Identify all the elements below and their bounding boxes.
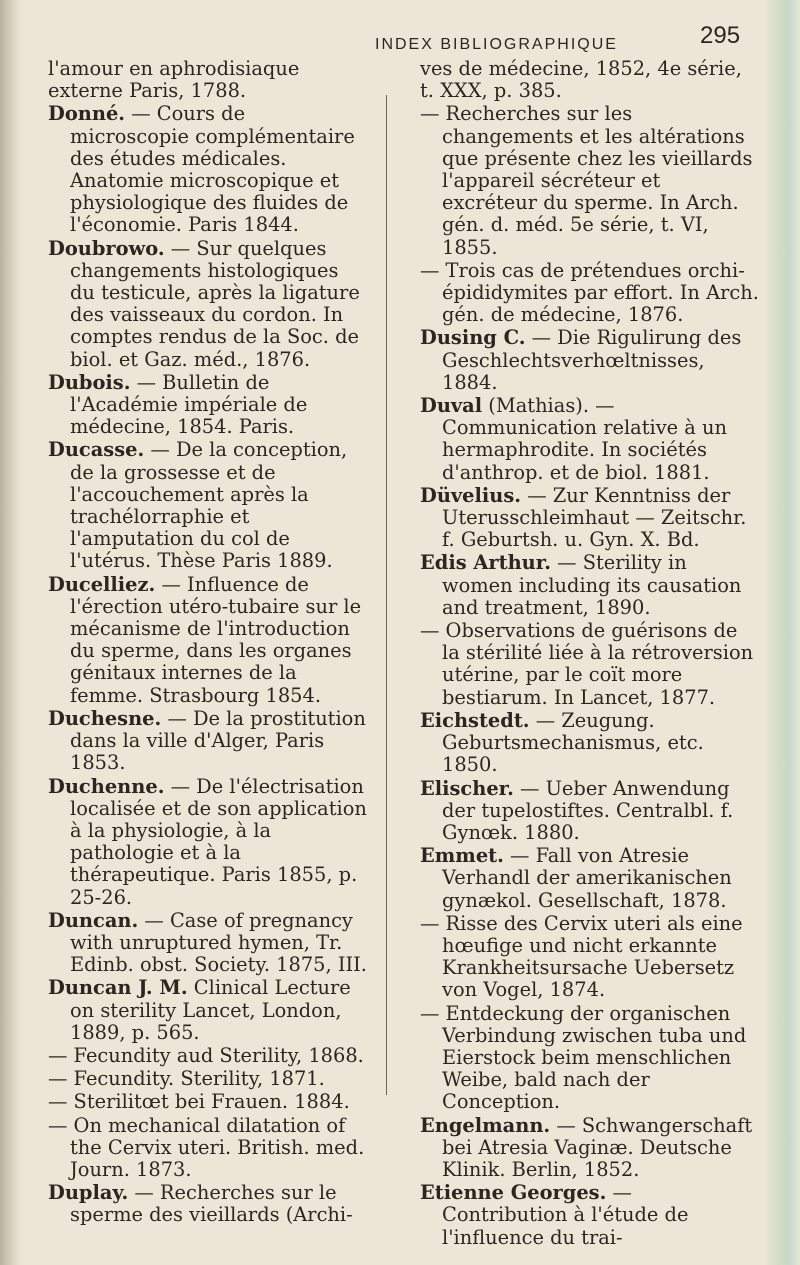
entry-text: — Ueber Anwendung der tupelostiftes. Centralbl. f. Gynœk. 1880. [442, 776, 734, 844]
entry-text: — Bulletin de l'Académie impériale de médecine, 1854. Paris. [70, 370, 308, 439]
page-header: INDEX BIBLIOGRAPHIQUE [375, 36, 618, 53]
left-column [48, 58, 368, 1228]
entry-author: Duncan. [48, 908, 139, 932]
entry-author: Edis Arthur. [420, 551, 551, 575]
entry-text: — Sterility in women including its causation and treatment, 1890. [442, 551, 742, 619]
page-number: 295 [700, 22, 741, 49]
index-entry: — Sterilitœt bei Frauen. 1884. [48, 1090, 350, 1114]
entry-author: Dusing C. [420, 326, 526, 350]
entry-author: Duchesne. [48, 706, 162, 730]
entry-author: Duplay. [48, 1181, 129, 1205]
entry-text: (Mathias). — Communication relative à un hermaphrodite. In sociétés d'anthrop. et de biol. 1881. [442, 394, 727, 484]
index-entry: — Fecundity aud Sterility, 1868. [48, 1043, 364, 1067]
entry-author: Duncan J. M. [48, 976, 188, 1000]
entry-text: — Cours de microscopie complémentaire des études médicales. Anatomie microscopique et physiologique des fluides de l'économie. Paris 1844. [70, 102, 355, 237]
entry-author: Donné. [48, 102, 126, 126]
index-entry: — Observations de guérisons de la stérilité liée à la rétroversion utérine, par le coït more bestiarum. In Lancet, 1877. [420, 619, 754, 709]
index-entry [48, 372, 368, 439]
entry-author: Etienne Georges. [420, 1181, 607, 1205]
entry-text: — De la conception, de la grossesse et de l'accouchement après la trachélorraphie et l'amputation du col de l'utérus. Thèse Paris 1889. [70, 438, 348, 573]
index-entry: — Trois cas de prétendues orchi-épididymites par effort. In Arch. gén. de médecine, 1876. [420, 258, 759, 327]
entry-author: Ducasse. [48, 438, 145, 462]
index-entry [48, 1182, 368, 1226]
entry-text: — Sur quelques changements histologiques du testicule, après la ligature des vaisseaux du cordon. In comptes rendus de la Soc. de biol. et Gaz. méd., 1876. [70, 236, 360, 371]
entry-text: — De l'électrisation localisée et de son application à la physiologie, à la pathologie et à la thérapeutique. Paris 1855, p. 25-26. [70, 774, 367, 909]
index-entry: l'amour en aphrodisiaque externe Paris, 1788. [48, 57, 300, 103]
entry-author: Doubrowo. [48, 236, 165, 260]
index-entry [48, 103, 368, 236]
index-entry: — Entdeckung der organischen Verbindung zwischen tuba und Eierstock beim menschlichen Weibe, bald nach der Conception. [420, 1001, 747, 1114]
entry-text: — Fall von Atresie Verhandl der amerikanischen gynækol. Gesellschaft, 1878. [442, 844, 732, 912]
index-entry [420, 552, 760, 619]
entry-author: Dubois. [48, 370, 131, 394]
column-divider [386, 95, 387, 1095]
index-entry [420, 485, 760, 552]
index-entry [420, 778, 760, 845]
index-entry [420, 327, 760, 394]
entry-text: — Recherches sur le sperme des vieillards (Archi- [70, 1181, 353, 1227]
index-entry [420, 1115, 760, 1182]
entry-text: — Die Rigulirung des Geschlechtsverhœltnisses, 1884. [442, 326, 742, 394]
entry-text: — De la prostitution dans la ville d'Alger, Paris 1853. [70, 706, 366, 775]
right-column [420, 58, 760, 1250]
entry-author: Emmet. [420, 844, 504, 868]
index-entry [420, 845, 760, 912]
entry-text: — Zur Kenntniss der Uterusschleimhaut — Zeitschr. f. Geburtsh. u. Gyn. X. Bd. [442, 483, 747, 552]
index-entry [48, 708, 368, 775]
entry-author: Duchenne. [48, 774, 165, 798]
page-shadow-right [764, 0, 800, 1265]
index-entry [420, 395, 760, 484]
entry-author: Engelmann. [420, 1113, 551, 1137]
entry-text: — Zeugung. Geburtsmechanismus, etc. 1850. [442, 708, 704, 777]
entry-author: Düvelius. [420, 483, 522, 507]
entry-author: Elischer. [420, 776, 514, 800]
index-entry [420, 710, 760, 777]
index-entry [48, 776, 368, 909]
index-entry: ves de médecine, 1852, 4e série, t. XXX, p. 385. [420, 57, 742, 103]
index-entry: — Fecundity. Sterility, 1871. [48, 1067, 325, 1091]
entry-text: — Contribution à l'étude de l'influence du trai- [442, 1181, 689, 1249]
entry-author: Eichstedt. [420, 708, 530, 732]
index-entry [48, 439, 368, 572]
index-entry [48, 238, 368, 371]
entry-author: Duval [420, 394, 483, 418]
index-entry: — Recherches sur les changements et les altérations que présente chez les vieillards l'appareil sécréteur et excréteur du sperme. In Arch. gén. d. méd. 5e série, t. VI, 1855. [420, 102, 753, 259]
entry-text: — Case of pregnancy with unruptured hymen, Tr. Edinb. obst. Society. 1875, III. [70, 908, 367, 977]
entry-text: — Influence de l'érection utéro-tubaire sur le mécanisme de l'introduction du sperme, dans les organes génitaux internes de la femme. Strasbourg 1854. [70, 572, 362, 707]
entry-text: Clinical Lecture on sterility Lancet, London, 1889, p. 565. [70, 976, 351, 1044]
index-entry [48, 910, 368, 977]
index-entry: — Risse des Cervix uteri als eine hœufige und nicht erkannte Krankheitsursache Uebersetz von Vogel, 1874. [420, 911, 743, 1002]
index-entry [48, 977, 368, 1044]
page-shadow-left [0, 0, 22, 1265]
entry-text: — Schwangerschaft bei Atresia Vaginæ. Deutsche Klinik. Berlin, 1852. [442, 1113, 753, 1181]
entry-author: Ducelliez. [48, 572, 156, 596]
index-entry [420, 1182, 760, 1249]
index-entry [48, 574, 368, 707]
index-entry: — On mechanical dilatation of the Cervix uteri. British. med. Journ. 1873. [48, 1113, 365, 1181]
